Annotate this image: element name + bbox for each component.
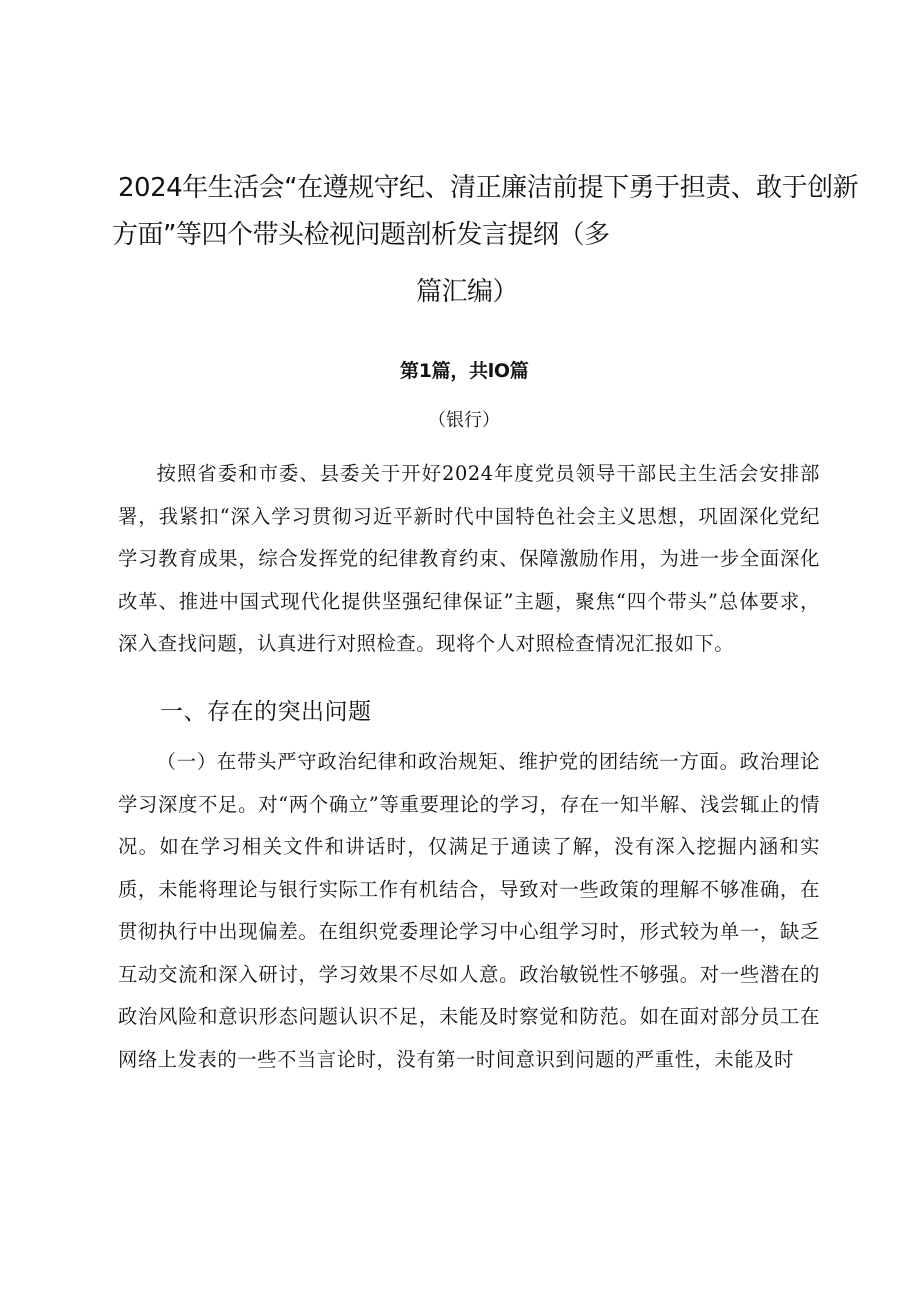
title-line-2: 方面”等四个带头检视问题剖析发言提纲（多 [112,220,610,250]
title-line-3: 篇汇编） [416,277,519,307]
org-label: （银行） [428,410,500,431]
title-line-1: 2024年生活会“在遵规守纪、清正廉洁前提下勇于担责、敢于创新 [118,173,859,203]
part-title: 第1篇，共lO篇 [400,360,529,382]
section-paragraph: （一）在带头严守政治纪律和政治规矩、维护党的团结统一方面。政治理论学习深度不足。对“两个确立”等重要理论的学习，存在一知半解、浅尝辄止的情况。如在学习相关文件和讲话时，仅满足于通读了解，没有深入挖掘内涵和实质，未能将理论与银行实际工作有机结合，导致对一些政策的理解不够准确，在贯彻执行中出现偏差。在组织党委理论学习中心组学习时，形式较为单一，缺乏互动交流和深入研讨，学习效果不尽如人意。政治敏锐性不够强。对一些潜在的政治风险和意识形态问题认识不足，未能及时察觉和防范。如在面对部分员工在网络上发表的一些不当言论时，没有第一时间意识到问题的严重性，未能及时 [118,750,820,1071]
section-heading: 一、存在的突出问题 [160,699,372,725]
intro-paragraph: 按照省委和市委、县委关于开好2024年度党员领导干部民主生活会安排部署，我紧扣“深入学习贯彻习近平新时代中国特色社会主义思想，巩固深化党纪学习教育成果，综合发挥党的纪律教育约束、保障激励作用，为进一步全面深化改革、推进中国式现代化提供坚强纪律保证”主题，聚焦“四个带头”总体要求，深入查找问题，认真进行对照检查。现将个人对照检查情况汇报如下。 [118,462,820,655]
